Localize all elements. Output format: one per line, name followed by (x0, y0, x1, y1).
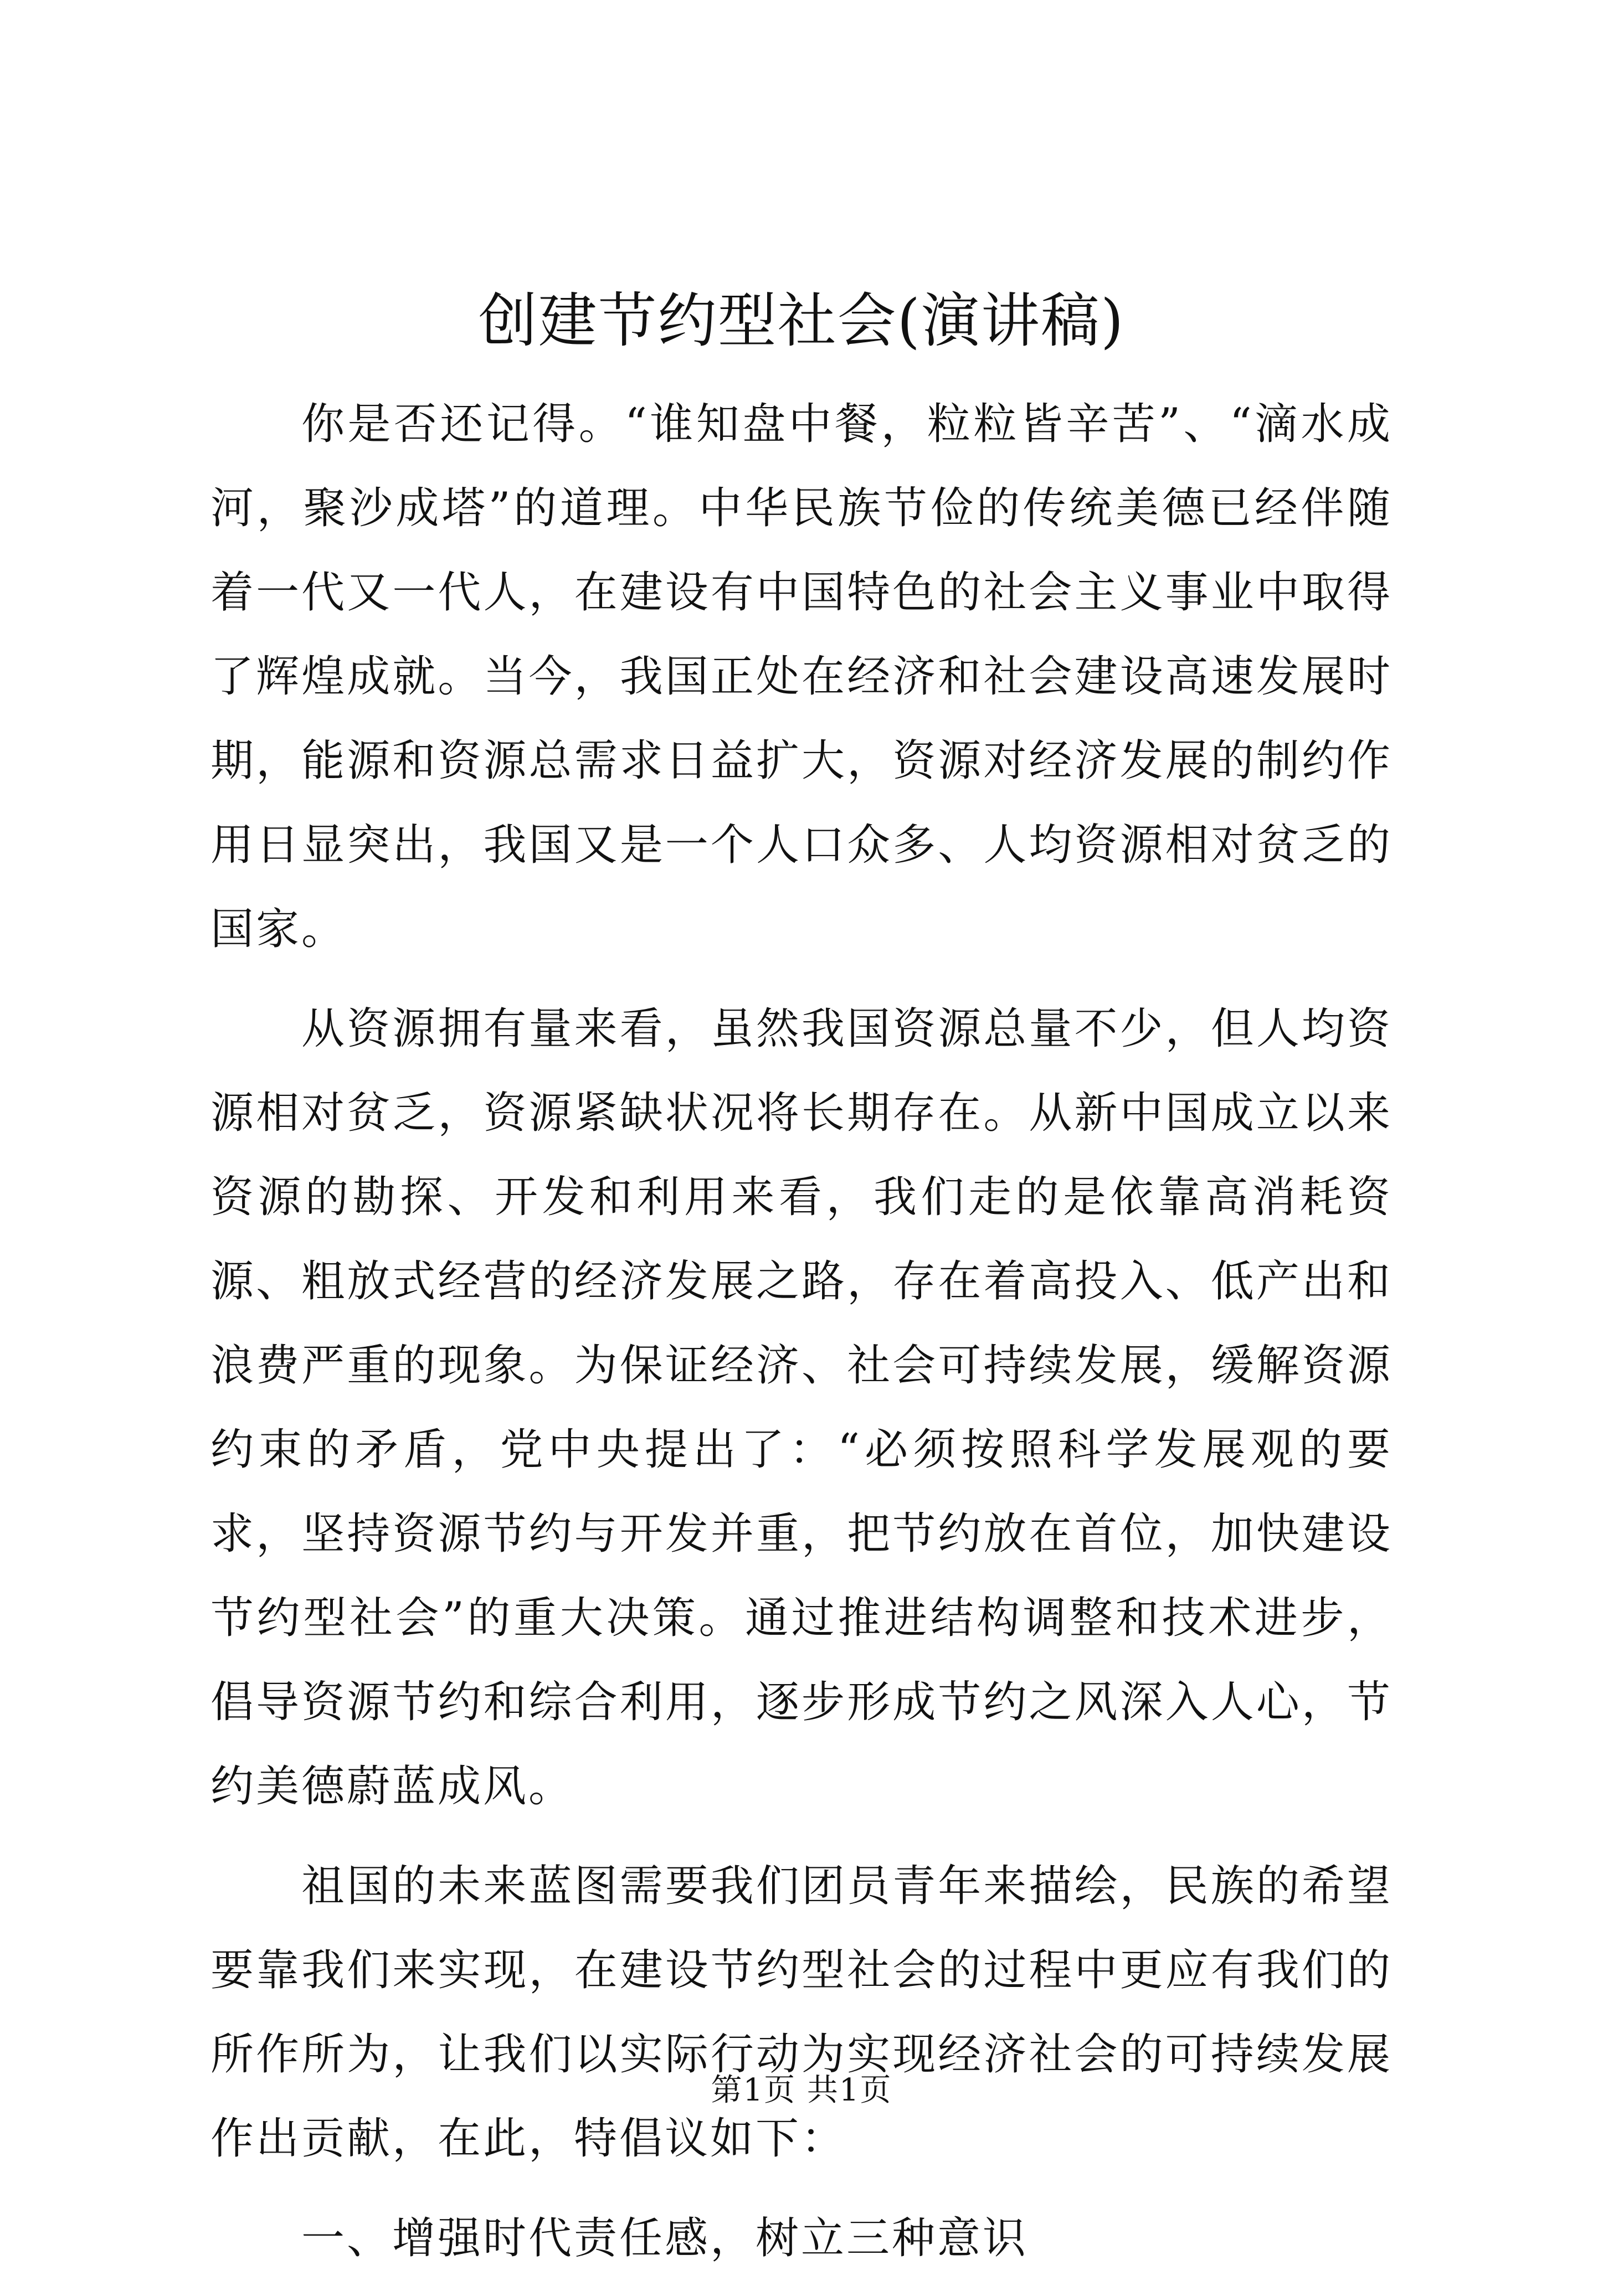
document-body (210, 382, 1393, 2296)
paragraph: 从资源拥有量来看，虽然我国资源总量不少，但人均资源相对贫乏，资源紧缺状况将长期存在。从新中国成立以来资源的勘探、开发和利用来看，我们走的是依靠高消耗资源、粗放式经营的经济发展之路，存在着高投入、低产出和浪费严重的现象。为保证经济、社会可持续发展，缓解资源约束的矛盾，党中央提出了：“必须按照科学发展观的要求，坚持资源节约与开发并重，把节约放在首位，加快建设节约型社会”的重大决策。通过推进结构调整和技术进步，倡导资源节约和综合利用，逐步形成节约之风深入人心，节约美德蔚蓝成风。 (210, 1004, 1393, 1811)
paragraph: 你是否还记得。“谁知盘中餐，粒粒皆辛苦”、“滴水成河，聚沙成塔”的道理。中华民族节俭的传统美德已经伴随着一代又一代人，在建设有中国特色的社会主义事业中取得了辉煌成就。当今，我国正处在经济和社会建设高速发展时期，能源和资源总需求日益扩大，资源对经济发展的制约作用日显突出，我国又是一个人口众多、人均资源相对贫乏的国家。 (210, 399, 1393, 954)
page-footer: 第1页 共1页 (711, 2072, 892, 2108)
section-heading: 一、增强时代责任感，树立三种意识 (301, 2213, 1029, 2263)
document-title: 创建节约型社会(演讲稿) (478, 287, 1125, 355)
paragraph: 祖国的未来蓝图需要我们团员青年来描绘，民族的希望要靠我们来实现，在建设节约型社会的过程中更应有我们的所作所为，让我们以实际行动为实现经济社会的可持续发展作出贡献，在此，特倡议如下： (210, 1861, 1393, 2164)
